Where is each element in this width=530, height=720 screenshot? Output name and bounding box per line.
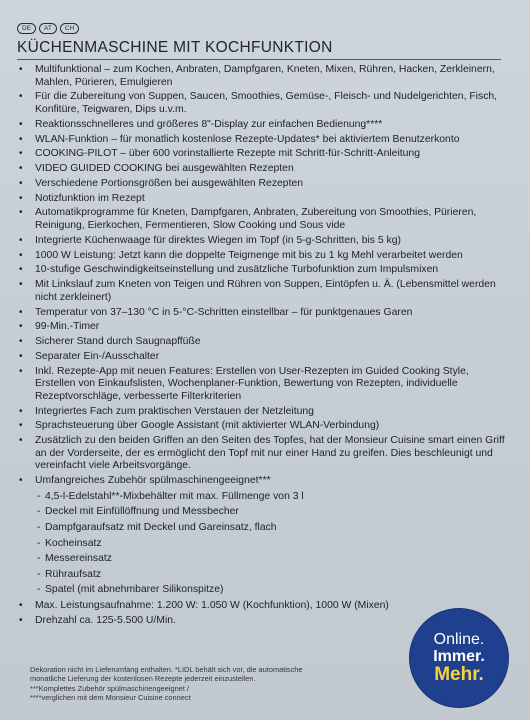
dash-icon: - [37, 490, 41, 502]
bullet-icon: • [19, 405, 23, 417]
accessory-text: 4,5-l-Edelstahl**-Mixbehälter mit max. Füllmenge von 3 l [45, 490, 304, 502]
feature-text: VIDEO GUIDED COOKING bei ausgewählten Rezepten [35, 163, 294, 175]
bullet-icon: • [19, 148, 23, 160]
feature-text: Separater Ein-/Ausschalter [35, 350, 160, 362]
dash-icon: - [37, 584, 41, 596]
bullet-icon: • [19, 350, 23, 362]
feature-text: Für die Zubereitung von Suppen, Saucen, Smoothies, Gemüse-, Fleisch- und Nudelgerichten, Fisch, Konfitüre, Teigwaren, Dips u.v.m. [35, 91, 498, 115]
feature-text: Notizfunktion im Rezept [35, 192, 145, 204]
accessory-item [35, 504, 506, 520]
accessories-label: Umfangreiches Zubehör spülmaschinengeeignet*** [35, 475, 271, 487]
bullet-icon: • [19, 420, 23, 432]
feature-text: Multifunktional – zum Kochen, Anbraten, Dampfgaren, Kneten, Mixen, Rühren, Hacken, Zerkleinern, Mahlen, Pürieren, Emulgieren [35, 64, 495, 88]
feature-item [16, 307, 506, 320]
bullet-icon: • [19, 614, 23, 626]
feature-item [16, 321, 506, 334]
dash-icon: - [37, 506, 41, 518]
feature-item [16, 178, 506, 191]
feature-item [16, 193, 506, 206]
feature-item [16, 366, 506, 404]
feature-item [16, 406, 506, 419]
feature-text: Reaktionsschnelleres und größeres 8"-Display zur einfachen Bedienung**** [35, 118, 383, 130]
feature-item [16, 420, 506, 433]
bullet-icon: • [19, 163, 23, 175]
page-title: KÜCHENMASCHINE MIT KOCHFUNKTION [17, 39, 333, 56]
bullet-icon: • [19, 192, 23, 204]
badge-line-immer: Immer. [433, 648, 485, 665]
badge-line-online: Online. [433, 631, 485, 648]
feature-text: Automatikprogramme für Kneten, Dampfgaren, Anbraten, Zubereitung von Smoothies, Pürieren, Reinigung, Eierkochen, Fermentieren, Slow Cooking und Sous vide [35, 207, 477, 232]
spec-item [16, 600, 395, 613]
dash-icon: - [37, 553, 41, 565]
accessories-list [35, 489, 506, 598]
feature-item [16, 134, 506, 147]
feature-text: Integrierte Küchenwaage für direktes Wiegen im Topf (in 5-g-Schritten, bis 5 kg) [35, 234, 401, 246]
dash-icon: - [37, 521, 41, 533]
bullet-icon: • [19, 435, 23, 447]
feature-list [16, 64, 506, 630]
bullet-icon: • [19, 118, 23, 130]
bullet-icon: • [19, 133, 23, 145]
feature-text: Sprachsteuerung über Google Assistant (mit aktivierter WLAN-Verbindung) [35, 420, 380, 432]
bullet-icon: • [19, 264, 23, 276]
accessory-text: Spatel (mit abnehmbarer Silikonspitze) [45, 584, 224, 596]
spec-text: Drehzahl ca. 125-5.500 U/Min. [35, 614, 176, 626]
spec-text: Max. Leistungsaufnahme: 1.200 W: 1.050 W (Kochfunktion), 1000 W (Mixen) [35, 600, 389, 612]
feature-text: Verschiedene Portionsgrößen bei ausgewählten Rezepten [35, 177, 304, 189]
feature-text: 1000 W Leistung: Jetzt kann die doppelte Teigmenge mit bis zu 1 kg Mehl verarbeitet werden [35, 249, 463, 261]
bullet-icon: • [19, 365, 23, 377]
online-badge [410, 609, 508, 707]
feature-text: Temperatur von 37–130 °C in 5-°C-Schritten einstellbar – für punktgenaues Garen [35, 306, 413, 318]
country-badge-at: AT [39, 23, 57, 34]
feature-text: 10-stufige Geschwindigkeitseinstellung und zusätzliche Turbofunktion zum Impulsmixen [35, 264, 439, 276]
dash-icon: - [37, 537, 41, 549]
feature-item [16, 163, 506, 176]
bullet-icon: • [19, 177, 23, 189]
bullet-icon: • [19, 306, 23, 318]
bullet-icon: • [19, 234, 23, 246]
accessory-text: Kocheinsatz [45, 537, 102, 549]
footnote-line: monatliche Lieferung der kostenlosen Rezepte jederzeit einzustellen. [30, 674, 256, 684]
feature-text: Inkl. Rezepte-App mit neuen Features: Erstellen von User-Rezepten im Guided Cooking Style, Erstellen von Einkaufslisten, Wochenplaner-Funktion, Bewertung von Rezepten, individuelle Rezeptvorschläge, verbesserte Filterkriterien [35, 365, 469, 402]
footnotes [30, 665, 390, 703]
footnote-line: ****verglichen mit dem Monsieur Cuisine connect [30, 693, 191, 703]
feature-item [16, 279, 506, 304]
bullet-icon: • [19, 279, 23, 291]
bullet-icon: • [19, 600, 23, 612]
feature-item [16, 235, 506, 248]
feature-item [16, 336, 506, 349]
feature-text: Zusätzlich zu den beiden Griffen an den Seiten des Topfes, hat der Monsieur Cuisine smart einen Griff an der Vorderseite, der es ermöglicht den Topf mit nur einer Hand zu greifen. Dies beschleunigt und vereinfacht viele Arbeitsvorgänge. [35, 435, 505, 472]
feature-item [16, 64, 506, 89]
country-badge-ch: CH [60, 23, 79, 34]
accessory-text: Dampfgaraufsatz mit Deckel und Gareinsatz, flach [45, 521, 277, 533]
feature-item [16, 351, 506, 364]
feature-text: Sicherer Stand durch Saugnapffüße [35, 336, 201, 348]
accessory-item [35, 567, 506, 583]
feature-item [16, 250, 506, 263]
feature-text: WLAN-Funktion – für monatlich kostenlose Rezepte-Updates* bei aktiviertem Benutzerkonto [35, 133, 460, 145]
bullet-icon: • [19, 91, 23, 103]
feature-item [16, 91, 506, 116]
accessory-item [35, 536, 506, 552]
accessory-item [35, 520, 506, 536]
feature-item [16, 264, 506, 277]
feature-text: Integriertes Fach zum praktischen Verstauen der Netzleitung [35, 405, 314, 417]
feature-item [16, 119, 506, 132]
accessory-item [35, 582, 506, 598]
title-divider [17, 59, 501, 60]
accessories-item [16, 475, 506, 598]
accessory-item [35, 489, 506, 505]
accessory-text: Rühraufsatz [45, 568, 102, 580]
feature-item [16, 435, 506, 473]
accessory-item [35, 551, 506, 567]
bullet-icon: • [19, 336, 23, 348]
bullet-icon: • [19, 475, 23, 487]
feature-item [16, 148, 506, 161]
bullet-icon: • [19, 249, 23, 261]
feature-text: Mit Linkslauf zum Kneten von Teigen und Rühren von Suppen, Eintöpfen u. Ä. (Lebensmittel werden nicht zerkleinert) [35, 279, 496, 303]
bullet-icon: • [19, 321, 23, 333]
bullet-icon: • [19, 207, 23, 219]
feature-item [16, 207, 506, 232]
footnote-line: Dekoration nicht im Lieferumfang enthalten. *LIDL behält sich vor, die automatische [30, 665, 303, 674]
accessory-text: Messereinsatz [45, 553, 112, 565]
badge-line-mehr: Mehr. [434, 664, 484, 685]
feature-text: COOKING-PILOT – über 600 vorinstallierte Rezepte mit Schritt-für-Schritt-Anleitung [35, 148, 420, 160]
dash-icon: - [37, 568, 41, 580]
feature-text: 99-Min.-Timer [35, 321, 100, 333]
country-badge-de: DE [17, 23, 36, 34]
country-badges [17, 23, 79, 34]
bullet-icon: • [19, 64, 23, 75]
footnote-line: ***Komplettes Zubehör spülmaschinengeeignet / [30, 683, 189, 693]
accessory-text: Deckel mit Einfüllöffnung und Messbecher [45, 506, 239, 518]
